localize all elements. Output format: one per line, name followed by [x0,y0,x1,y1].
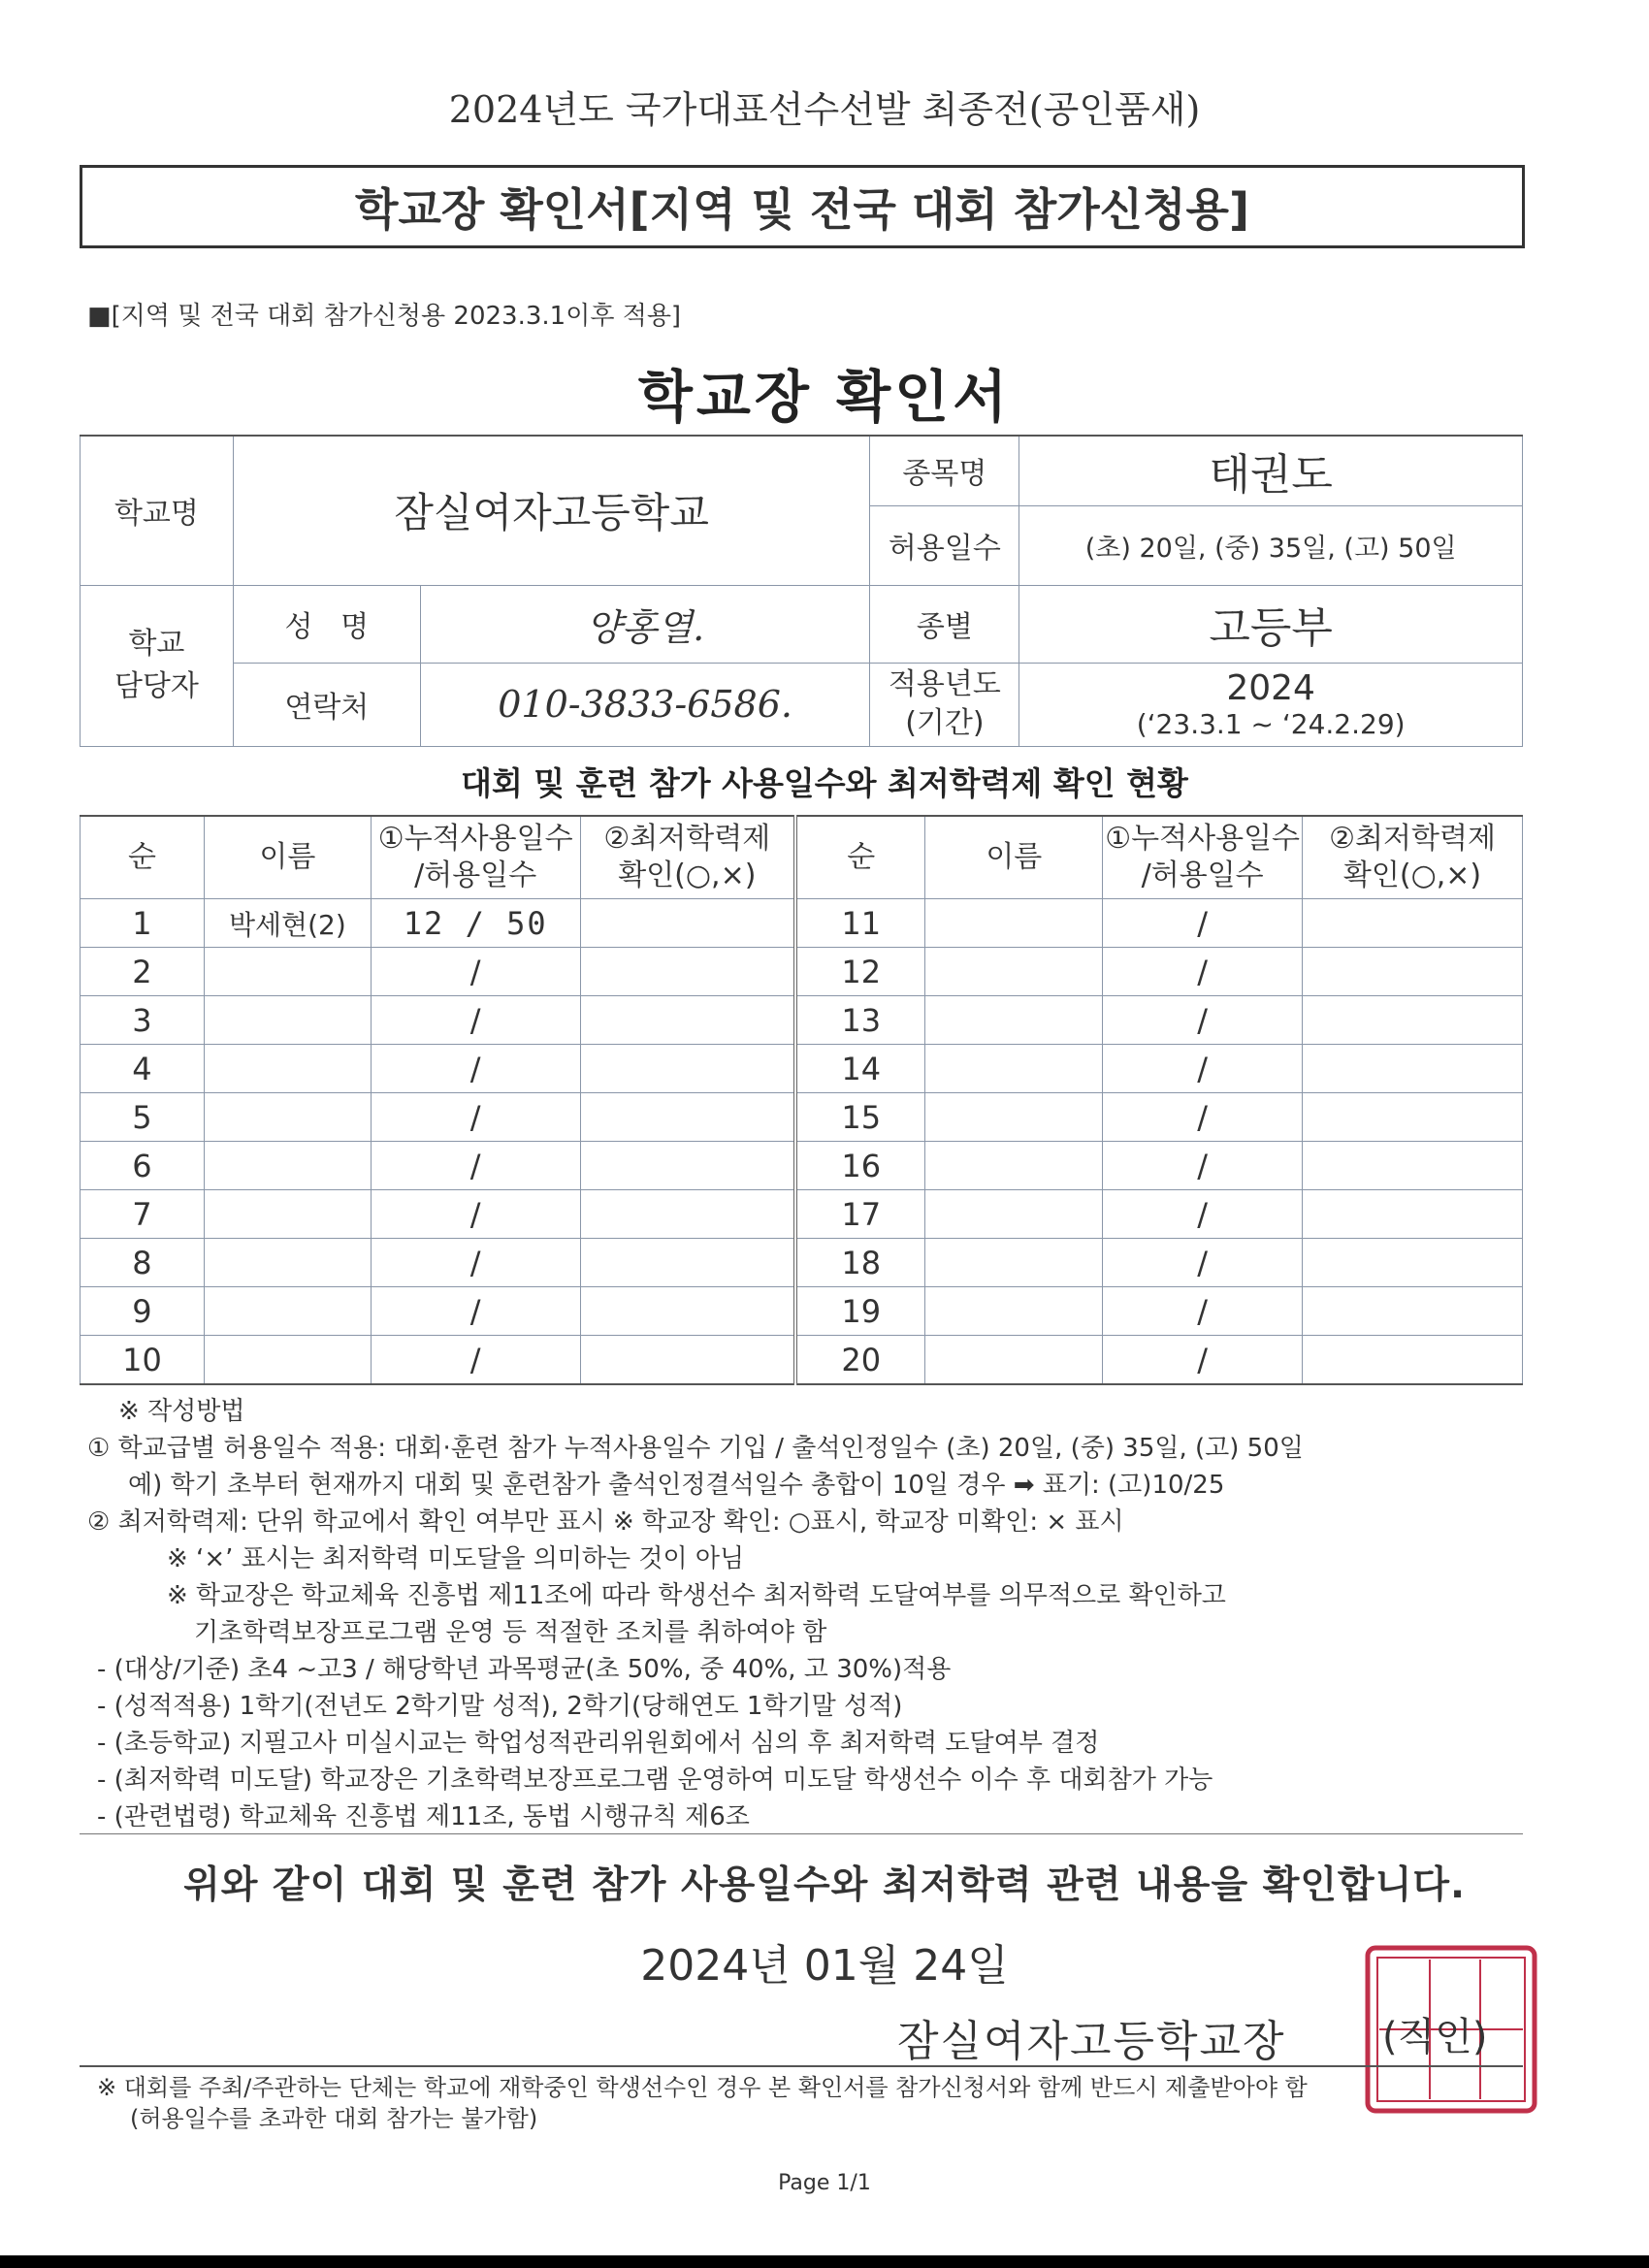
school-name-label: 학교명 [81,436,234,585]
instructions-section [87,1393,1542,1835]
days-used-handwritten: 12 / 50 [371,899,580,948]
apply-year-label-line1: 적용년도 [888,667,1001,701]
student-name [925,1093,1103,1142]
days-used: / [1103,899,1303,948]
acad-check [1303,1287,1523,1336]
apply-period: (‘23.3.1 ~ ‘24.2.29) [1136,708,1406,740]
principal-title: 잠실여자고등학교장 [897,2017,1286,2066]
row-no: 18 [795,1239,925,1287]
footnote [97,2072,1308,2134]
apply-year-label [870,663,1019,746]
competition-title: 2024년도 국가대표선수선발 최종전(공인품새) [448,88,1201,131]
header-days-right [1103,816,1303,899]
days-used: / [371,1287,580,1336]
acad-check [580,1142,795,1190]
student-name [204,1287,371,1336]
contact-name-handwritten: 양홍열. [420,585,870,663]
contact-person-label [81,585,234,746]
table-row [81,1336,1523,1385]
acad-check [1303,1239,1523,1287]
status-section-title: 대회 및 훈련 참가 사용일수와 최저학력제 확인 현황 [461,764,1188,802]
instruction-line: 기초학력보장프로그램 운영 등 적절한 조치를 취하여야 함 [194,1618,827,1647]
days-used: / [371,1190,580,1239]
student-name [925,1045,1103,1093]
days-used: / [1103,948,1303,996]
row-no: 19 [795,1287,925,1336]
student-name [925,948,1103,996]
days-used: / [1103,996,1303,1045]
apply-year-value [1019,663,1523,746]
student-name [925,1336,1103,1385]
student-name [204,1093,371,1142]
school-name-value: 잠실여자고등학교 [233,436,870,585]
row-no: 6 [81,1142,205,1190]
phone-label: 연락처 [233,663,420,746]
header-acad-line1: ②최저학력제 [603,822,771,856]
student-name [925,996,1103,1045]
acad-check [580,1045,795,1093]
student-name [204,1190,371,1239]
header-name-right: 이름 [925,816,1103,899]
school-info-table [80,435,1523,747]
header-days-line2: /허용일수 [414,859,537,892]
acad-check [1303,1093,1523,1142]
days-used: / [1103,1336,1303,1385]
instruction-line: ※ 학교장은 학교체육 진흥법 제11조에 따라 학생선수 최저학력 도달여부를 의무적으로 확인하고 [167,1581,1226,1610]
student-name [925,1190,1103,1239]
usage-status-table [80,815,1523,1385]
instruction-line: ※ ‘×’ 표시는 최저학력 미도달을 의미하는 것이 아님 [167,1544,745,1573]
instruction-line: - (성적적용) 1학기(전년도 2학기말 성적), 2학기(당해연도 1학기말 성적) [97,1692,903,1721]
acad-check [580,1287,795,1336]
acad-check [580,1239,795,1287]
student-name [925,899,1103,948]
instruction-line: ① 학교급별 허용일수 적용: 대회·훈련 참가 누적사용일수 기입 / 출석인정일수 (초) 20일, (중) 35일, (고) 50일 [87,1434,1304,1463]
sport-label: 종목명 [870,436,1019,505]
allowed-days-label: 허용일수 [870,505,1019,585]
row-no: 16 [795,1142,925,1190]
header-days-line2: /허용일수 [1141,859,1264,892]
instruction-line: - (관련법령) 학교체육 진흥법 제11조, 동법 시행규칙 제6조 [97,1802,750,1831]
student-name [204,1142,371,1190]
footnote-line: ※ 대회를 주최/주관하는 단체는 학교에 재학중인 학생선수인 경우 본 확인서를 참가신청서와 함께 반드시 제출받아야 함 [97,2074,1308,2101]
days-used: / [1103,1239,1303,1287]
document-title: 학교장 확인서 [637,364,1012,430]
days-used: / [371,948,580,996]
acad-check [1303,1336,1523,1385]
table-row [81,948,1523,996]
acad-check [1303,996,1523,1045]
instruction-line: - (최저학력 미도달) 학교장은 기초학력보장프로그램 운영하여 미도달 학생선수 이수 후 대회참가 가능 [97,1766,1213,1795]
table-row [81,1142,1523,1190]
header-acad-line2: 확인(○,×) [1342,859,1482,892]
contact-phone-handwritten: 010-3833-6586. [420,663,870,746]
status-header-row [81,816,1523,899]
header-no-right: 순 [795,816,925,899]
days-used: / [1103,1190,1303,1239]
table-row [81,1239,1523,1287]
form-banner-title: 학교장 확인서[지역 및 전국 대회 참가신청용] [80,165,1525,248]
days-used: / [1103,1093,1303,1142]
row-no: 12 [795,948,925,996]
student-name [204,948,371,996]
student-name [925,1287,1103,1336]
row-no: 13 [795,996,925,1045]
table-row [81,1287,1523,1336]
student-name [925,1239,1103,1287]
instructions-title: ※ 작성방법 [118,1397,245,1426]
footnote-line: (허용일수를 초과한 대회 참가는 불가함) [130,2105,538,2132]
confirmation-statement: 위와 같이 대회 및 훈련 참가 사용일수와 최저학력 관련 내용을 확인합니다. [183,1863,1466,1907]
header-days-line1: ①누적사용일수 [1105,822,1301,856]
sport-value: 태권도 [1019,436,1523,505]
student-name [204,996,371,1045]
scan-edge [0,2255,1649,2268]
row-no: 14 [795,1045,925,1093]
table-row [81,899,1523,948]
row-no: 10 [81,1336,205,1385]
student-name: 박세현(2) [204,899,371,948]
table-row [81,996,1523,1045]
row-no: 1 [81,899,205,948]
instruction-line: - (대상/기준) 초4 ~고3 / 해당학년 과목평균(초 50%, 중 40%, 고 30%)적용 [97,1655,952,1684]
instruction-line: 예) 학기 초부터 현재까지 대회 및 훈련참가 출석인정결석일수 총합이 10일 경우 ➡ 표기: (고)10/25 [128,1471,1225,1500]
header-days-line1: ①누적사용일수 [377,822,573,856]
table-row [81,1190,1523,1239]
days-used: / [371,1336,580,1385]
acad-check [580,996,795,1045]
days-used: / [1103,1142,1303,1190]
instruction-line: ② 최저학력제: 단위 학교에서 확인 여부만 표시 ※ 학교장 확인: ○표시, 학교장 미확인: × 표시 [87,1507,1124,1537]
scope-note: ■[지역 및 전국 대회 참가신청용 2023.3.1이후 적용] [87,302,682,331]
contact-label-line1: 학교 [128,627,185,661]
row-no: 4 [81,1045,205,1093]
student-name [204,1336,371,1385]
row-no: 5 [81,1093,205,1142]
header-name-left: 이름 [204,816,371,899]
student-name [925,1142,1103,1190]
acad-check [1303,1142,1523,1190]
header-acad-left [580,816,795,899]
header-acad-line1: ②최저학력제 [1329,822,1496,856]
divider [80,2065,1523,2067]
seal-label: (직인) [1382,2015,1488,2059]
acad-check [1303,1190,1523,1239]
row-no: 2 [81,948,205,996]
acad-check [1303,899,1523,948]
days-used: / [371,1239,580,1287]
row-no: 11 [795,899,925,948]
table-row [81,1045,1523,1093]
days-used: / [371,1142,580,1190]
header-acad-line2: 확인(○,×) [618,859,757,892]
days-used: / [1103,1287,1303,1336]
row-no: 7 [81,1190,205,1239]
division-label: 종별 [870,585,1019,663]
header-no-left: 순 [81,816,205,899]
days-used: / [371,1093,580,1142]
student-name [204,1045,371,1093]
acad-check [580,899,795,948]
acad-check [580,948,795,996]
row-no: 3 [81,996,205,1045]
division-value: 고등부 [1019,585,1523,663]
divider [80,1833,1523,1834]
days-used: / [371,996,580,1045]
student-name [204,1239,371,1287]
apply-year-label-line2: (기간) [905,706,985,740]
days-used: / [1103,1045,1303,1093]
row-no: 8 [81,1239,205,1287]
apply-year: 2024 [1226,668,1315,708]
row-no: 17 [795,1190,925,1239]
acad-check [1303,1045,1523,1093]
contact-label-line2: 담당자 [113,669,199,703]
row-no: 9 [81,1287,205,1336]
name-label: 성 명 [233,585,420,663]
page-number: Page 1/1 [778,2171,871,2195]
table-row [81,1093,1523,1142]
instruction-line: - (초등학교) 지필고사 미실시교는 학업성적관리위원회에서 심의 후 최저학력 도달여부 결정 [97,1729,1100,1758]
acad-check [580,1190,795,1239]
issue-date: 2024년 01월 24일 [640,1941,1009,1991]
days-used: / [371,1045,580,1093]
row-no: 20 [795,1336,925,1385]
header-days-left [371,816,580,899]
row-no: 15 [795,1093,925,1142]
acad-check [1303,948,1523,996]
acad-check [580,1336,795,1385]
allowed-days-value: (초) 20일, (중) 35일, (고) 50일 [1019,505,1523,585]
header-acad-right [1303,816,1523,899]
acad-check [580,1093,795,1142]
